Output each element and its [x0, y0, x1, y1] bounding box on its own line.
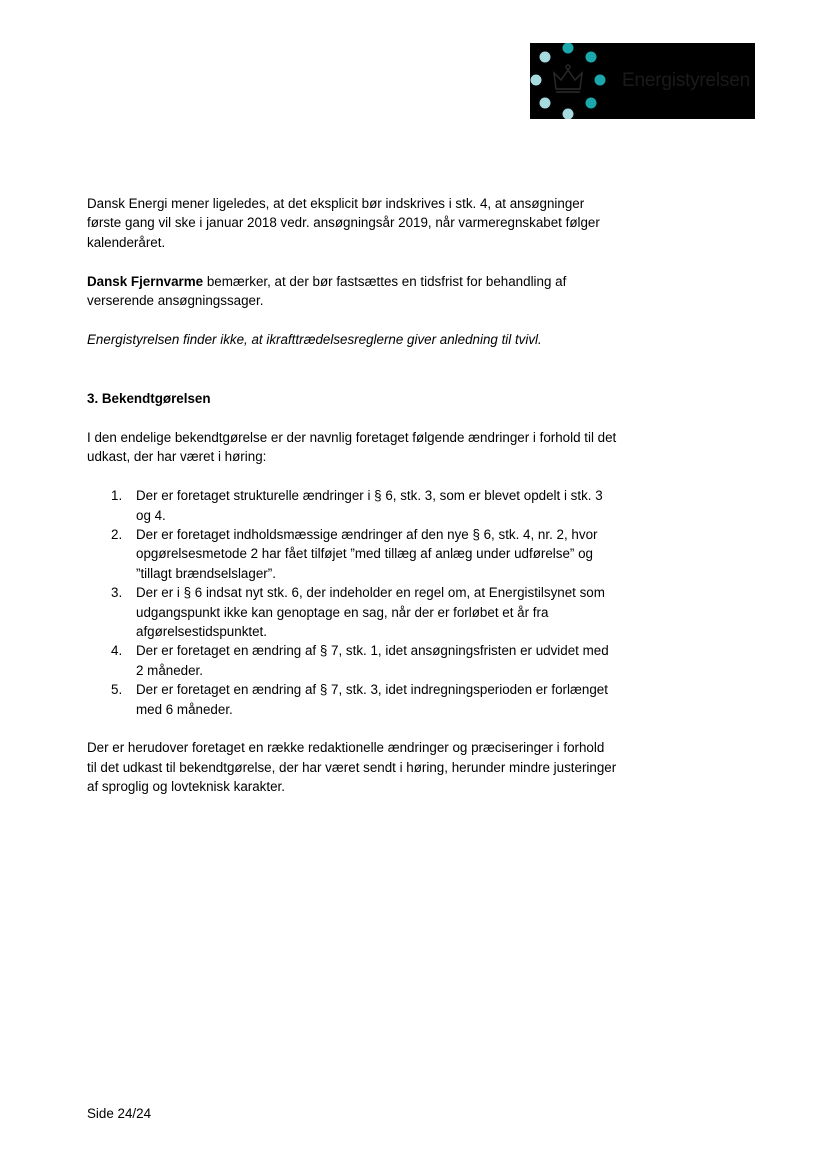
changes-list [87, 486, 617, 719]
logo-dot [595, 75, 606, 86]
list-number: 3. [111, 585, 123, 601]
paragraph-text: bemærker, at der bør fastsættes en tidsfrist for behandling af verserende ansøgningssager. [87, 273, 567, 309]
list-item-text: Der er foretaget strukturelle ændringer i § 6, stk. 3, som er blevet opdelt i stk. 3 og 4. [136, 488, 603, 523]
list-item [87, 583, 617, 641]
logo-dot [531, 75, 542, 86]
paragraph-intro: I den endelige bekendtgørelse er der navnlig foretaget følgende ændringer i forhold til det udkast, der har været i høring: [87, 430, 617, 465]
section-heading: 3. Bekendtgørelsen [87, 391, 211, 407]
paragraph-energistyrelsen-response: Energistyrelsen finder ikke, at ikrafttrædelsesreglerne giver anledning til tvivl. [87, 331, 542, 347]
list-number: 2. [111, 527, 123, 543]
list-item [87, 525, 617, 583]
logo-dot [563, 43, 574, 54]
logo-dot [540, 98, 551, 109]
paragraph-dansk-energi: Dansk Energi mener ligeledes, at det eksplicit bør indskrives i stk. 4, at ansøgninger første gang vil ske i januar 2018 vedr. ansøgningsår 2019, når varmeregnskabet følger kalenderåret. [87, 196, 600, 250]
list-item-text: Der er foretaget en ændring af § 7, stk. 1, idet ansøgningsfristen er udvidet med 2 måneder. [136, 643, 609, 678]
paragraph-closing: Der er herudover foretaget en række redaktionelle ændringer og præciseringer i forhold til det udkast til bekendtgørelse, der har været sendt i høring, herunder mindre justeringer af sproglig og lovteknisk karakter. [87, 740, 617, 795]
list-item-text: Der er foretaget en ændring af § 7, stk. 3, idet indregningsperioden er forlænget med 6 måneder. [136, 682, 608, 717]
list-item-text: Der er i § 6 indsat nyt stk. 6, der indeholder en regel om, at Energistilsynet som udgangspunkt ikke kan genoptage en sag, når der er forløbet et år fra afgørelsestidspunktet. [136, 585, 605, 640]
list-item [87, 486, 617, 525]
page-number: Side 24/24 [87, 1106, 152, 1121]
list-number: 4. [111, 643, 123, 659]
logo-dot [540, 52, 551, 63]
organization-name: Dansk Fjernvarme [87, 273, 204, 289]
logo-name: Energistyrelsen [622, 70, 750, 91]
list-item [87, 641, 617, 680]
list-item-text: Der er foretaget indholdsmæssige ændringer af den nye § 6, stk. 4, nr. 2, hvor opgørelsesmetode 2 har fået tilføjet ”med tillæg af anlæg under udførelse” og ”tillagt brændselslager”. [136, 527, 598, 581]
list-number: 1. [111, 488, 123, 504]
list-number: 5. [111, 682, 123, 698]
energistyrelsen-logo [530, 43, 755, 119]
logo-dot [586, 98, 597, 109]
logo-dot [563, 109, 574, 120]
paragraph-dansk-fjernvarme [87, 272, 617, 311]
crown-icon [554, 65, 582, 92]
document-body [87, 194, 617, 797]
logo-dot [586, 52, 597, 63]
list-item [87, 680, 617, 719]
